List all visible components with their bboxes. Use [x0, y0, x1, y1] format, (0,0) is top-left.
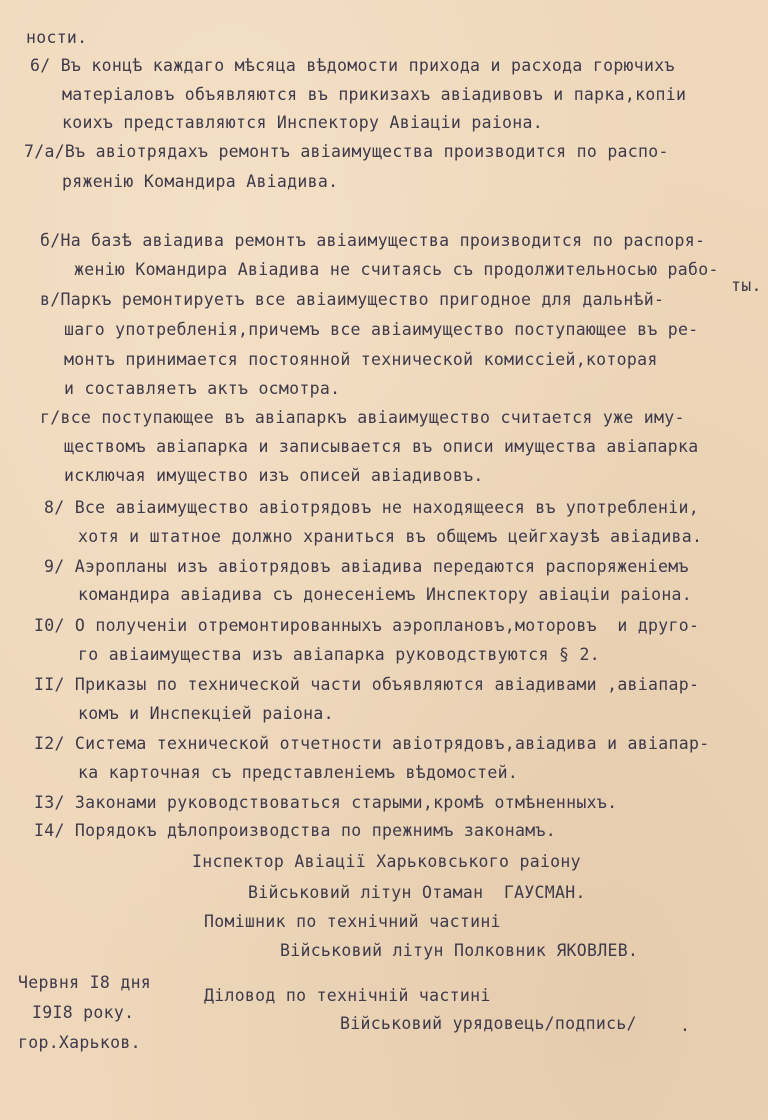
text-line: го авіаимущества изъ авіапарка руководствуются § 2. — [78, 645, 600, 664]
text-line: I0/ О полученіи отремонтированныхъ аэроплановъ,моторовъ и друго- — [34, 616, 700, 635]
text-line: I3/ Законами руководствоваться старыми,кромѣ отмѣненныхъ. — [34, 793, 618, 812]
text-line: коихъ представляются Инспектору Авіаціи раіона. — [62, 113, 543, 132]
text-line: исключая имущество изъ описей авіадивовъ. — [64, 466, 484, 485]
text-line: ности. — [26, 28, 88, 47]
date-line: Червня I8 дня — [18, 973, 152, 992]
text-line: 6/ Въ концѣ каждаго мѣсяца вѣдомости прихода и расхода горючихъ — [30, 56, 675, 75]
text-line: в/Паркъ ремонтируетъ все авіаимущество пригодное для дальнѣй- — [40, 290, 665, 309]
text-line: монтъ принимается постоянной технической комиссіей,которая — [64, 350, 658, 369]
text-line: б/На базѣ авіадива ремонтъ авіаимущества производится по распоря- — [40, 231, 706, 250]
year-line: I9I8 року. — [32, 1003, 135, 1022]
text-line: командира авіадива съ донесеніемъ Инспектору авіаціи раіона. — [78, 585, 693, 604]
text-line: женію Командира Авіадива не считаясь съ продолжительносью рабо- — [74, 260, 719, 279]
text-line: ты. — [731, 276, 762, 295]
signature-name-assistant: Військовий літун Полковник ЯКОВЛЕВ. — [280, 941, 639, 960]
text-line: г/все поступающее въ авіапаркъ авіаимущество считается уже иму- — [40, 408, 685, 427]
text-line: комъ и Инспекціей раіона. — [78, 704, 334, 723]
signature-title-clerk: Діловод по технічній частині — [204, 986, 491, 1005]
text-line: и составляетъ актъ осмотра. — [64, 379, 341, 398]
signature-title-inspector: Інспектор Авіації Харьковського раіону — [192, 852, 581, 871]
text-line: II/ Приказы по технической части объявляются авіадивами ,авіапар- — [34, 675, 700, 694]
signature-name-clerk: Військовий урядовець/подпись/ — [340, 1014, 637, 1033]
text-line: I4/ Порядокъ дѣлопроизводства по прежнимъ законамъ. — [34, 821, 556, 840]
text-line: 8/ Все авіаимущество авіотрядовъ не находящееся въ употребленіи, — [44, 498, 699, 517]
text-line: матеріаловъ объявляются въ прикизахъ авіадивовъ и парка,копіи — [62, 85, 687, 104]
text-line: 9/ Аэропланы изъ авіотрядовъ авіадива передаются распоряженіемъ — [44, 557, 689, 576]
city-line: гор.Харьков. — [18, 1033, 141, 1052]
text-line: шаго употребленія,причемъ все авіаимущество поступающее въ ре- — [64, 320, 699, 339]
text-line: ществомъ авіапарка и записывается въ описи имущества авіапарка — [64, 437, 699, 456]
text-line: ряженію Командира Авіадива. — [62, 172, 339, 191]
signature-dot: . — [680, 1016, 691, 1035]
text-line: I2/ Система технической отчетности авіотрядовъ,авіадива и авіапар- — [34, 734, 710, 753]
signature-title-assistant: Помішник по технічний частині — [204, 912, 501, 931]
text-line: ка карточная съ представленіемъ вѣдомостей. — [78, 763, 519, 782]
text-line: 7/а/Въ авіотрядахъ ремонтъ авіаимущества производится по распо- — [24, 142, 669, 161]
text-line: хотя и штатное должно храниться въ общемъ цейгхаузѣ авіадива. — [78, 527, 703, 546]
signature-name-inspector: Військовий літун Отаман ГАУСМАН. — [248, 883, 586, 902]
